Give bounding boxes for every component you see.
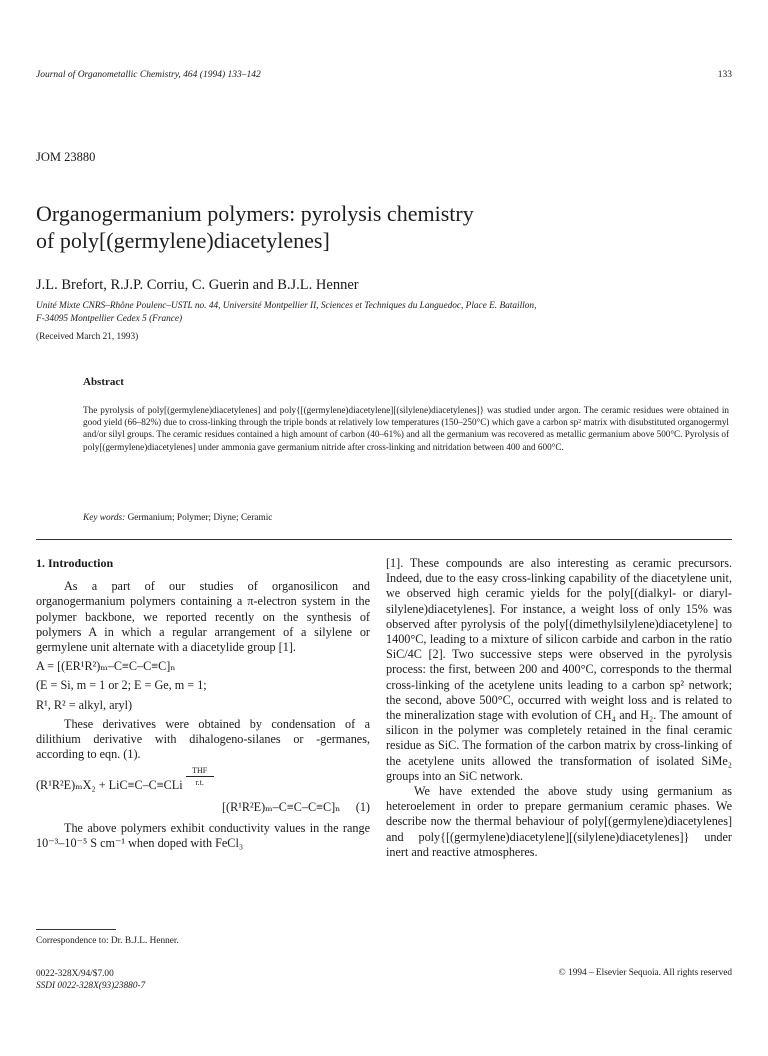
- received-date: (Received March 21, 1993): [36, 332, 139, 342]
- keywords-list: Germanium; Polymer; Diyne; Ceramic: [127, 513, 273, 523]
- reaction-solvent: THF: [192, 766, 208, 776]
- keywords-label: Key words:: [83, 513, 126, 523]
- equation-product: [(R¹R²E)ₘ–C≡C–C≡C]ₙ: [222, 799, 341, 814]
- equation-1-lhs: [36, 766, 370, 793]
- section-heading: 1. Introduction: [36, 556, 114, 570]
- title-line-2: of poly[(germylene)diacetylenes]: [36, 228, 330, 253]
- formula-condition-2: R¹, R² = alkyl, aryl): [36, 697, 133, 712]
- intro-paragraph-1: As a part of our studies of organosilicon and organogermanium polymers containing a π-electron system in the polymer backbone, we reported recently on the synthesis of polymers A in which a regular arrangement of a silylene or germylene unit alternate with a diacetylide group [1].: [36, 579, 370, 655]
- equation-reactants: (R¹R²E)ₘX₂ + LiC≡C–C≡CLi: [36, 778, 183, 793]
- issn-block: [36, 968, 145, 992]
- abstract-heading: Abstract: [83, 376, 124, 388]
- reaction-arrow: [186, 766, 214, 787]
- keywords: [83, 513, 272, 523]
- jom-id: JOM 23880: [36, 150, 96, 164]
- intro-paragraph-2: These derivatives were obtained by condensation of a dilithium derivative with dihalogeno-silanes or -germanes, according to eqn. (1).: [36, 716, 370, 762]
- footnote-rule: [36, 929, 116, 930]
- article-title: [36, 200, 676, 254]
- authors: J.L. Brefort, R.J.P. Corriu, C. Guerin and B.J.L. Henner: [36, 277, 359, 293]
- running-header-journal: Journal of Organometallic Chemistry, 464 (1994) 133–142: [36, 70, 261, 80]
- correspondence-note: Correspondence to: Dr. B.J.L. Henner.: [36, 936, 179, 946]
- abstract-text: The pyrolysis of poly[(germylene)diacetylenes] and poly{[(germylene)diacetylene][(silylene)diacetylenes]} was studied under argon. The ceramic residues were obtained in good yield (66–82%) due to cross-linking through the triple bonds at relatively low temperatures (150–250°C) which gave a carbon sp² matrix with disubstituted organogermyl and/or silyl groups. The ceramic residues contained a high amount of carbon (40–61%) and all the germanium was recovered as metallic germanium above 500°C. Pyrolysis of poly[(germylene)diacetylenes] under ammonia gave germanium nitride after cross-linking and nitridation between 400 and 600°C.: [83, 405, 729, 452]
- reaction-temperature: r.t.: [195, 778, 204, 788]
- formula-a: A = [(ER¹R²)ₘ–C≡C–C≡C]ₙ: [36, 659, 176, 674]
- issn-line-1: 0022-328X/94/$7.00: [36, 969, 114, 979]
- title-line-1: Organogermanium polymers: pyrolysis chemistry: [36, 201, 474, 226]
- right-paragraph-1: [1]. These compounds are also interesting as ceramic precursors. Indeed, due to the easy cross-linking capability of the diacetylene unit, we observed high ceramic yields for the poly[(dialkyl- or diaryl-silylene)diacetylenes]. For instance, a weight loss of only 15% was observed after pyrolysis of the poly[(dimethylsilylene)diacetylene] to 1400°C, leading to a mixture of silicon carbide and carbon in the ratio SiC/4C [2]. Two successive steps were observed in the pyrolysis process: the first, between 200 and 400°C, corresponds to the thermal cross-linking of the acetylene units leading to a carbon sp² network; the second, above 500°C, occurred with weight loss and is related to the mineralization stage with evolution of CH₄ and H₂. The amount of silicon in the polymer was completely retained in the final ceramic residue as SiC. The formation of the carbon matrix by cross-linking of the acetylene units allowed the transformation of isolated SiMe₂ groups into an SiC network.: [386, 556, 732, 783]
- equation-1-rhs: [36, 800, 370, 815]
- copyright: © 1994 – Elsevier Sequoia. All rights reserved: [558, 968, 732, 978]
- right-paragraph-2: We have extended the above study using germanium as heteroelement in order to prepare germanium ceramic phases. We describe now the thermal behaviour of poly[(germylene)diacetylenes] and poly{[(germylene)diacetylene][(silylene)diacetylenes]} under inert and reactive atmospheres.: [386, 784, 732, 859]
- formula-condition-1: (E = Si, m = 1 or 2; E = Ge, m = 1;: [36, 678, 207, 693]
- left-column: [36, 556, 370, 851]
- arrow-line: [186, 776, 214, 777]
- affiliation-line-2: F-34095 Montpellier Cedex 5 (France): [36, 314, 183, 324]
- affiliation-line-1: Unité Mixte CNRS–Rhône Poulenc–USTL no. 44, Université Montpellier II, Sciences et Techniques du Languedoc, Place E. Bataillon,: [36, 301, 537, 311]
- affiliation: [36, 300, 726, 326]
- right-column: [386, 556, 732, 860]
- equation-number: (1): [355, 799, 370, 814]
- intro-paragraph-3: The above polymers exhibit conductivity values in the range 10⁻³–10⁻⁵ S cm⁻¹ when doped with FeCl₃: [36, 820, 370, 851]
- page-number: 133: [717, 70, 732, 80]
- section-divider: [36, 539, 732, 540]
- issn-line-2: SSDI 0022-328X(93)23880-7: [36, 981, 146, 991]
